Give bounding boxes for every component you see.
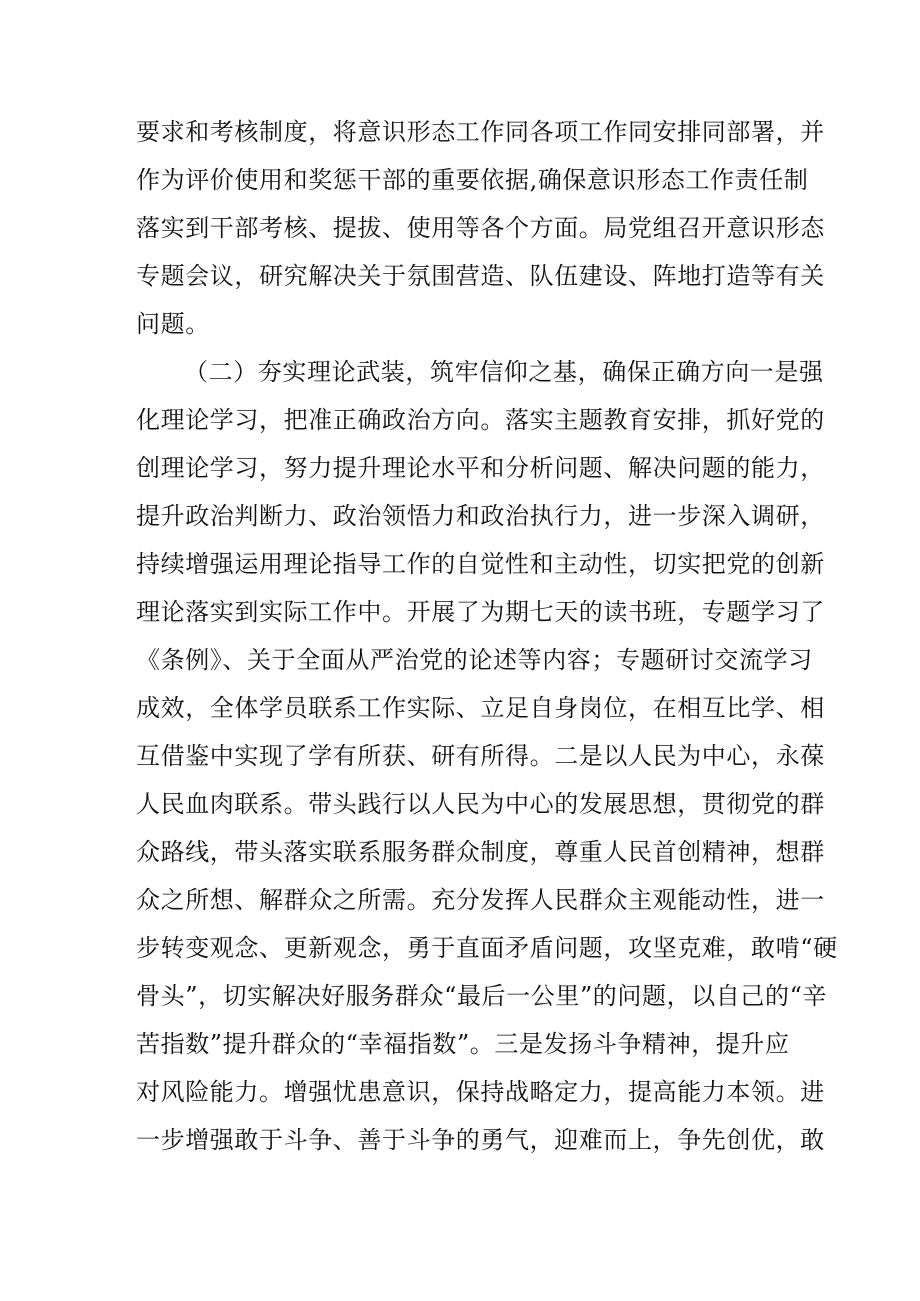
text-line: 众路线，带头落实联系服务群众制度，尊重人民首创精神，想群 [136,838,825,866]
body-text [136,108,838,1164]
text-line: 化理论学习，把准正确政治方向。落实主题教育安排，抓好党的 [136,406,825,434]
text-line: 作为评价使用和奖惩干部的重要依据,确保意识形态工作责任制 [136,166,809,194]
text-line: 苦指数”提升群众的“幸福指数”。三是发扬斗争精神，提升应 [136,1030,790,1058]
text-line: 问题。 [136,310,210,338]
text-line: 要求和考核制度，将意识形态工作同各项工作同安排同部署，并 [136,118,825,146]
text-line: 互借鉴中实现了学有所获、研有所得。二是以人民为中心，永葆 [136,742,825,770]
text-line: 成效，全体学员联系工作实际、立足自身岗位，在相互比学、相 [136,694,825,722]
text-line: 《条例》、关于全面从严治党的论述等内容；专题研讨交流学习 [136,646,813,674]
text-line: 持续增强运用理论指导工作的自觉性和主动性，切实把党的创新 [136,550,825,578]
text-line: 理论落实到实际工作中。开展了为期七天的读书班，专题学习了 [136,598,825,626]
text-line: 骨头”，切实解决好服务群众“最后一公里”的问题，以自己的“辛 [136,982,828,1010]
text-line: 对风险能力。增强忧患意识，保持战略定力，提高能力本领。进 [136,1078,825,1106]
section-heading-line: （二）夯实理论武装，筑牢信仰之基，确保正确方向一是强 [184,358,824,386]
text-line: 众之所想、解群众之所需。充分发挥人民群众主观能动性，进一 [136,886,825,914]
text-line: 一步增强敢于斗争、善于斗争的勇气，迎难而上，争先创优，敢 [136,1126,825,1154]
text-line: 专题会议，研究解决关于氛围营造、队伍建设、阵地打造等有关 [136,262,825,290]
text-line: 提升政治判断力、政治领悟力和政治执行力，进一步深入调研， [136,502,825,530]
text-line: 落实到干部考核、提拔、使用等各个方面。局党组召开意识形态 [136,214,825,242]
text-line: 创理论学习，努力提升理论水平和分析问题、解决问题的能力， [136,454,825,482]
text-line: 步转变观念、更新观念，勇于直面矛盾问题，攻坚克难，敢啃“硬 [136,934,838,962]
text-line: 人民血肉联系。带头践行以人民为中心的发展思想，贯彻党的群 [136,790,825,818]
